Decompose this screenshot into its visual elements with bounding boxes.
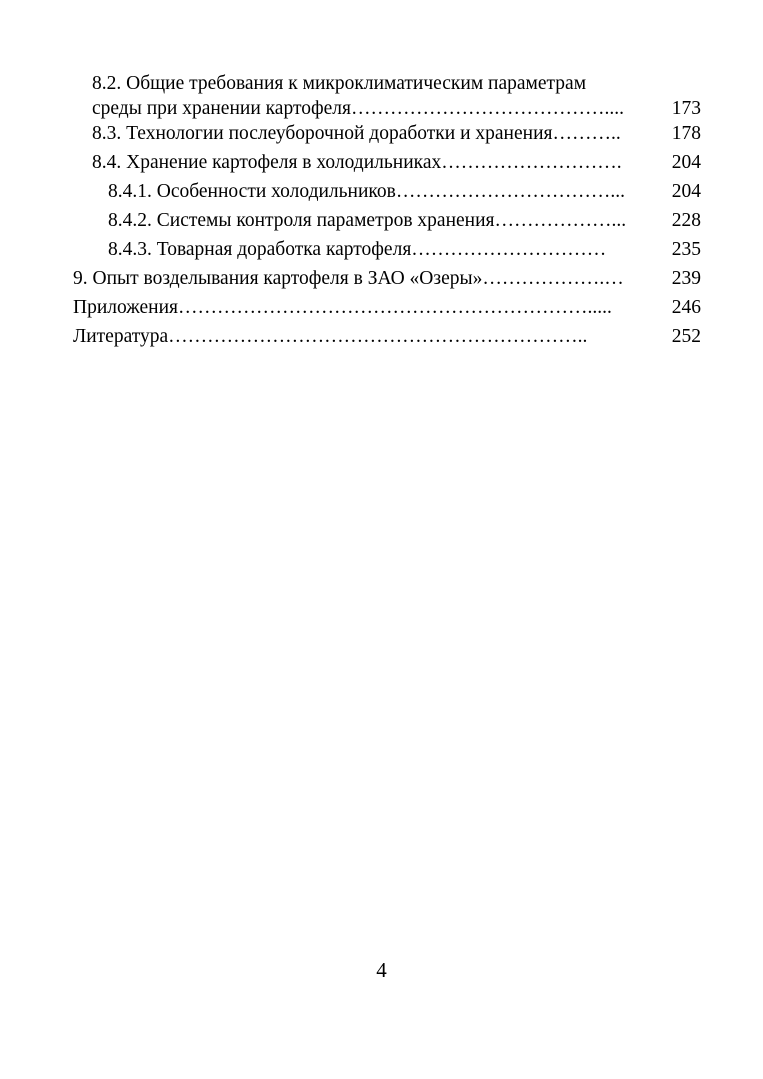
toc-entry-8-3: 8.3. Технологии послеуборочной доработки и хранения……….. (92, 123, 621, 144)
toc-entry-references: Литература……………………………………………………….. (73, 326, 588, 347)
toc-entry-8-4-3: 8.4.3. Товарная доработка картофеля………………………… (108, 239, 607, 260)
toc-entry-8-4-2-page: 228 (671, 210, 701, 231)
toc-entry-8-4: 8.4. Хранение картофеля в холодильниках………………………. (92, 152, 622, 173)
toc-entry-8-4-3-page: 235 (671, 239, 701, 260)
toc-entry-8-3-page: 178 (671, 123, 701, 144)
toc-entry-8-4-1-page: 204 (671, 181, 701, 202)
toc-entry-8-4-page: 204 (671, 152, 701, 173)
toc-entry-8-4-2: 8.4.2. Системы контроля параметров хранения………………... (108, 210, 627, 231)
toc-entry-8-2-line2: среды при хранении картофеля………………………………….... (92, 98, 624, 119)
toc-entry-8-4-1: 8.4.1. Особенности холодильников……………………………... (108, 181, 625, 202)
toc-entry-8-2-line1: 8.2. Общие требования к микроклиматическим параметрам (92, 73, 587, 94)
page-number: 4 (376, 958, 387, 982)
toc-entry-references-page: 252 (671, 326, 701, 347)
toc-entry-appendices: Приложения………………………………………………………..... (73, 297, 612, 318)
toc-entry-8-2-page: 173 (671, 98, 701, 119)
toc-entry-appendices-page: 246 (671, 297, 701, 318)
toc-entry-9: 9. Опыт возделывания картофеля в ЗАО «Озеры»……………….… (73, 268, 624, 289)
toc-entry-9-page: 239 (671, 268, 701, 289)
